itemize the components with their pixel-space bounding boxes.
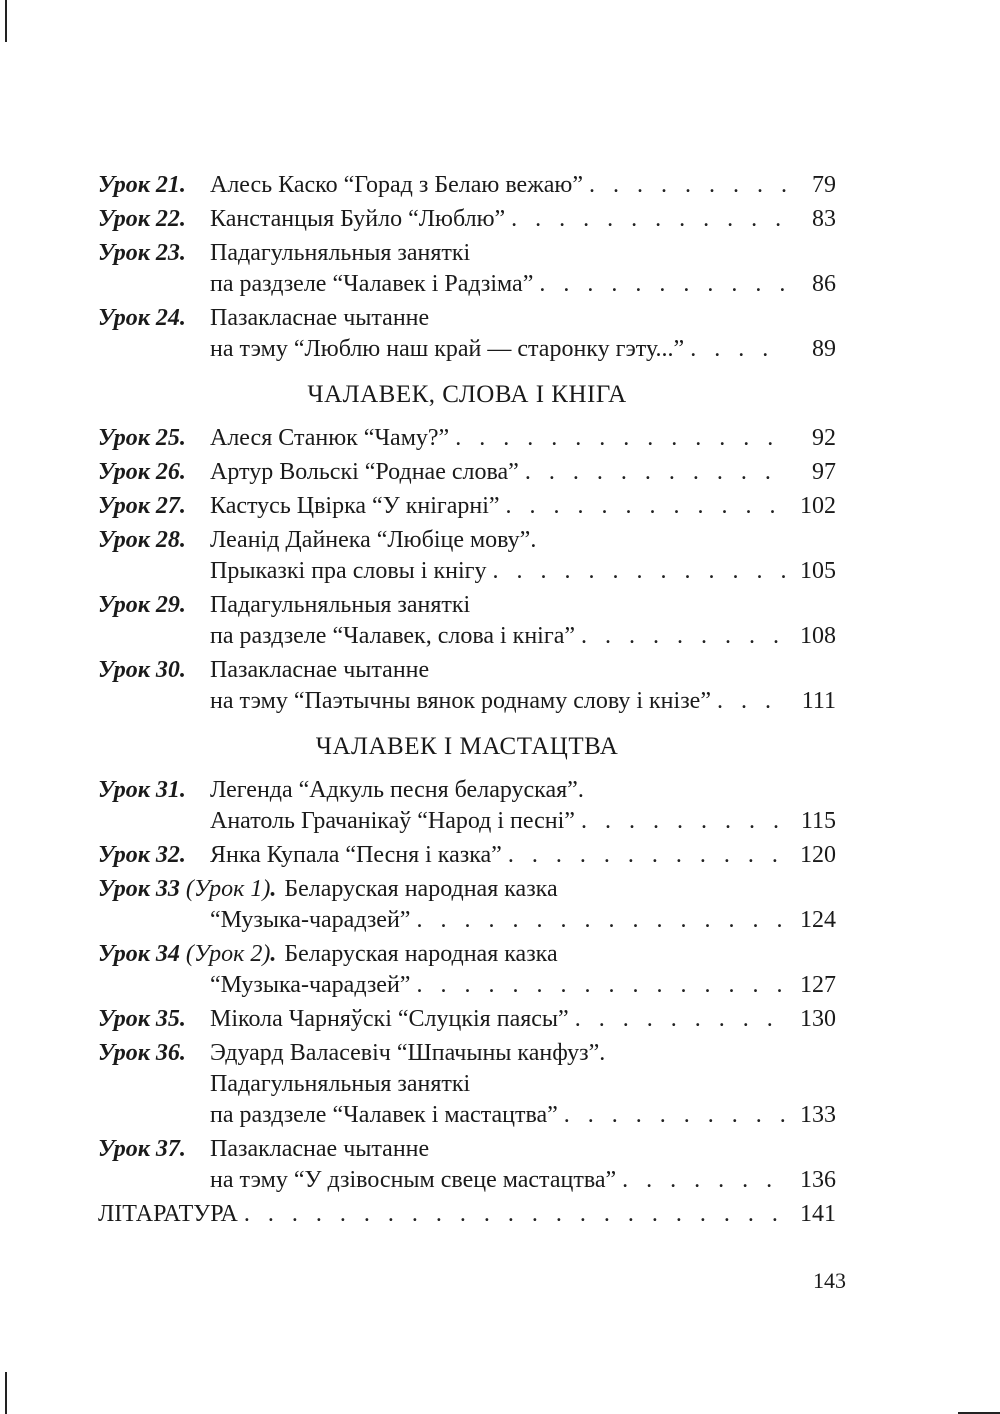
toc-entry-line <box>98 970 836 1001</box>
lesson-label <box>98 170 210 201</box>
lesson-label <box>98 423 210 454</box>
lesson-label <box>98 204 210 235</box>
toc-entry-line <box>98 806 836 837</box>
lesson-number: Урок 36 <box>98 1040 180 1066</box>
lesson-number: Урок 32 <box>98 842 180 868</box>
entry-title: Эдуард Валасевіч “Шпачыны канфуз”. <box>210 1040 606 1066</box>
entry-page-number: 115 <box>800 808 836 834</box>
lesson-label <box>98 1038 210 1069</box>
label-period: . <box>179 172 186 198</box>
entry-title: Прыказкі пра словы і кнігу <box>210 558 487 584</box>
label-period: . <box>179 527 186 553</box>
toc-entry-line <box>98 1100 836 1131</box>
lesson-number: Урок 37 <box>98 1136 180 1162</box>
entry-title: “Музыка-чарадзей” <box>210 972 411 998</box>
lesson-number: Урок 29 <box>98 592 180 618</box>
entry-title: Легенда “Адкуль песня беларуская”. <box>210 777 584 803</box>
dot-leader <box>455 423 786 454</box>
entry-page-number: 97 <box>812 459 836 485</box>
label-period: . <box>179 842 186 868</box>
toc-entry-line <box>98 775 836 806</box>
lesson-label <box>98 303 210 334</box>
entry-title: Пазакласнае чытанне <box>210 1136 430 1162</box>
toc-entry-line <box>98 170 836 201</box>
entry-title: Алеся Станюк “Чаму?” <box>210 425 450 451</box>
dot-leader <box>575 1004 786 1035</box>
toc-entry-line <box>98 1165 836 1196</box>
toc-entry[interactable] <box>98 170 836 201</box>
label-period: . <box>179 425 186 451</box>
entry-page-number: 79 <box>812 172 836 198</box>
toc-entry[interactable] <box>98 204 836 235</box>
entry-title: “Музыка-чарадзей” <box>210 907 411 933</box>
dot-leader <box>244 1199 786 1230</box>
literature-label: ЛІТАРАТУРА <box>98 1201 238 1227</box>
entry-title: Беларуская народная казка <box>284 876 558 902</box>
toc-entry-line <box>98 840 836 871</box>
toc-entry-line <box>98 303 836 334</box>
entry-page-number: 86 <box>812 271 836 297</box>
entry-title: па раздзеле “Чалавек, слова і кніга” <box>210 623 575 649</box>
toc-entry-literature[interactable] <box>98 1199 836 1230</box>
dot-leader <box>416 970 786 1001</box>
entry-title: Падагульняльныя заняткі <box>210 1071 471 1097</box>
entry-page-number: 92 <box>812 425 836 451</box>
section-heading: ЧАЛАВЕК І МАСТАЦТВА <box>315 733 619 760</box>
crop-mark-bottom-left <box>5 1372 7 1414</box>
toc-entry-line <box>98 423 836 454</box>
toc-entry[interactable] <box>98 525 836 587</box>
toc-entry-line <box>98 905 836 936</box>
dot-leader <box>492 556 786 587</box>
toc-entry[interactable] <box>98 590 836 652</box>
toc-entry-line <box>98 621 836 652</box>
toc-entry-line <box>98 525 836 556</box>
lesson-label <box>98 840 210 871</box>
entry-title: Пазакласнае чытанне <box>210 305 430 331</box>
toc-entry-line <box>98 457 836 488</box>
toc-entry[interactable] <box>98 303 836 365</box>
lesson-label <box>98 457 210 488</box>
toc-entry-line <box>98 238 836 269</box>
lesson-number: Урок 28 <box>98 527 180 553</box>
entry-page-number: 124 <box>800 907 836 933</box>
entry-title: Беларуская народная казка <box>284 941 558 967</box>
toc-entry-line <box>98 204 836 235</box>
entry-title: па раздзеле “Чалавек і Радзіма” <box>210 271 534 297</box>
entry-title: Анатоль Грачанікаў “Народ і песні” <box>210 808 575 834</box>
lesson-number: Урок 22 <box>98 206 180 232</box>
page-number: 143 <box>813 1268 846 1293</box>
dot-leader <box>581 806 786 837</box>
entry-title: Янка Купала “Песня і казка” <box>210 842 502 868</box>
entry-page-number: 141 <box>800 1201 836 1227</box>
toc-entry-line <box>98 269 836 300</box>
entry-page-number: 120 <box>800 842 836 868</box>
dot-leader <box>581 621 786 652</box>
entry-title: Пазакласнае чытанне <box>210 657 430 683</box>
dot-leader <box>416 905 786 936</box>
dot-leader <box>589 170 786 201</box>
toc-entry[interactable] <box>98 238 836 300</box>
toc-entry[interactable] <box>98 655 836 717</box>
toc-entry-line <box>98 1134 836 1165</box>
section-heading: ЧАЛАВЕК, СЛОВА І КНІГА <box>307 381 627 408</box>
entry-page-number: 105 <box>800 558 836 584</box>
label-period: . <box>179 657 186 683</box>
entry-title: па раздзеле “Чалавек і мастацтва” <box>210 1102 558 1128</box>
dot-leader <box>690 334 786 365</box>
entry-title: Алесь Каско “Горад з Белаю вежаю” <box>210 172 584 198</box>
lesson-number: Урок 23 <box>98 240 180 266</box>
lesson-sub-number: (Урок 2) <box>185 941 271 967</box>
dot-leader <box>508 840 786 871</box>
entry-title: Артур Вольскі “Роднае слова” <box>210 459 519 485</box>
entry-title: Леанід Дайнека “Любіце мову”. <box>210 527 537 553</box>
entry-page-number: 136 <box>800 1167 836 1193</box>
label-period: . <box>179 206 186 232</box>
dot-leader <box>622 1165 786 1196</box>
lesson-number: Урок 21 <box>98 172 180 198</box>
toc-entry[interactable] <box>98 1004 836 1035</box>
label-period: . <box>179 240 186 266</box>
lesson-number: Урок 25 <box>98 425 180 451</box>
lesson-number: Урок 24 <box>98 305 180 331</box>
lesson-number: Урок 33 <box>98 876 180 902</box>
label-period: . <box>179 592 186 618</box>
toc-entry[interactable] <box>98 775 836 837</box>
toc-entry-line <box>98 556 836 587</box>
dot-leader <box>717 686 786 717</box>
toc-entry-line <box>98 491 836 522</box>
lesson-number: Урок 27 <box>98 493 180 519</box>
toc-entry-line <box>98 939 836 970</box>
label-period: . <box>179 1040 186 1066</box>
lesson-label <box>98 1134 210 1165</box>
entry-page-number: 127 <box>800 972 836 998</box>
lesson-number: Урок 31 <box>98 777 180 803</box>
toc-entry[interactable] <box>98 840 836 871</box>
lesson-label <box>98 1004 210 1035</box>
entry-page-number: 83 <box>812 206 836 232</box>
toc-entry[interactable] <box>98 457 836 488</box>
dot-leader <box>511 204 786 235</box>
entry-page-number: 130 <box>800 1006 836 1032</box>
entry-page-number: 133 <box>800 1102 836 1128</box>
label-period: . <box>179 1006 186 1032</box>
toc-entry-line <box>98 1069 836 1100</box>
entry-page-number: 102 <box>800 493 836 519</box>
lesson-label <box>98 939 276 970</box>
toc-entry-line <box>98 334 836 365</box>
entry-title: на тэму “Паэтычны вянок роднаму слову і кнізе” <box>210 688 711 714</box>
label-period: . <box>179 493 186 519</box>
entry-page-number: 111 <box>801 688 836 714</box>
entry-title: Мікола Чарняўскі “Слуцкія паясы” <box>210 1006 569 1032</box>
toc-entry[interactable] <box>98 1038 836 1131</box>
toc-entry[interactable] <box>98 491 836 522</box>
dot-leader <box>525 457 786 488</box>
label-period: . <box>179 1136 186 1162</box>
label-period: . <box>270 876 277 902</box>
toc-entry-line <box>98 1199 836 1230</box>
toc-entry[interactable] <box>98 423 836 454</box>
toc-entry-line <box>98 1004 836 1035</box>
table-of-contents <box>98 170 836 1233</box>
lesson-label <box>98 655 210 686</box>
entry-title: Падагульняльныя заняткі <box>210 240 471 266</box>
entry-title: на тэму “Люблю наш край — старонку гэту...” <box>210 336 685 362</box>
lesson-number: Урок 30 <box>98 657 180 683</box>
dot-leader <box>506 491 786 522</box>
entry-page-number: 108 <box>800 623 836 649</box>
label-period: . <box>179 777 186 803</box>
label-period: . <box>270 941 277 967</box>
dot-leader <box>564 1100 786 1131</box>
entry-page-number: 89 <box>812 336 836 362</box>
dot-leader <box>539 269 786 300</box>
label-period: . <box>179 305 186 331</box>
toc-entry[interactable] <box>98 874 836 936</box>
toc-entry[interactable] <box>98 1134 836 1196</box>
lesson-label <box>98 775 210 806</box>
lesson-label <box>98 525 210 556</box>
toc-entry-line <box>98 686 836 717</box>
crop-mark-top-left <box>5 0 7 42</box>
lesson-label <box>98 491 210 522</box>
lesson-number: Урок 26 <box>98 459 180 485</box>
entry-title: Падагульняльныя заняткі <box>210 592 471 618</box>
entry-title: Канстанцыя Буйло “Люблю” <box>210 206 506 232</box>
lesson-sub-number: (Урок 1) <box>185 876 271 902</box>
toc-entry-line <box>98 590 836 621</box>
lesson-label <box>98 874 276 905</box>
toc-entry-line <box>98 1038 836 1069</box>
toc-entry-line <box>98 874 836 905</box>
entry-title: на тэму “У дзівосным свеце мастацтва” <box>210 1167 617 1193</box>
lesson-number: Урок 34 <box>98 941 180 967</box>
lesson-number: Урок 35 <box>98 1006 180 1032</box>
lesson-label <box>98 238 210 269</box>
toc-entry[interactable] <box>98 939 836 1001</box>
lesson-label <box>98 590 210 621</box>
entry-title: Кастусь Цвірка “У кнігарні” <box>210 493 500 519</box>
label-period: . <box>179 459 186 485</box>
toc-entry-line <box>98 655 836 686</box>
